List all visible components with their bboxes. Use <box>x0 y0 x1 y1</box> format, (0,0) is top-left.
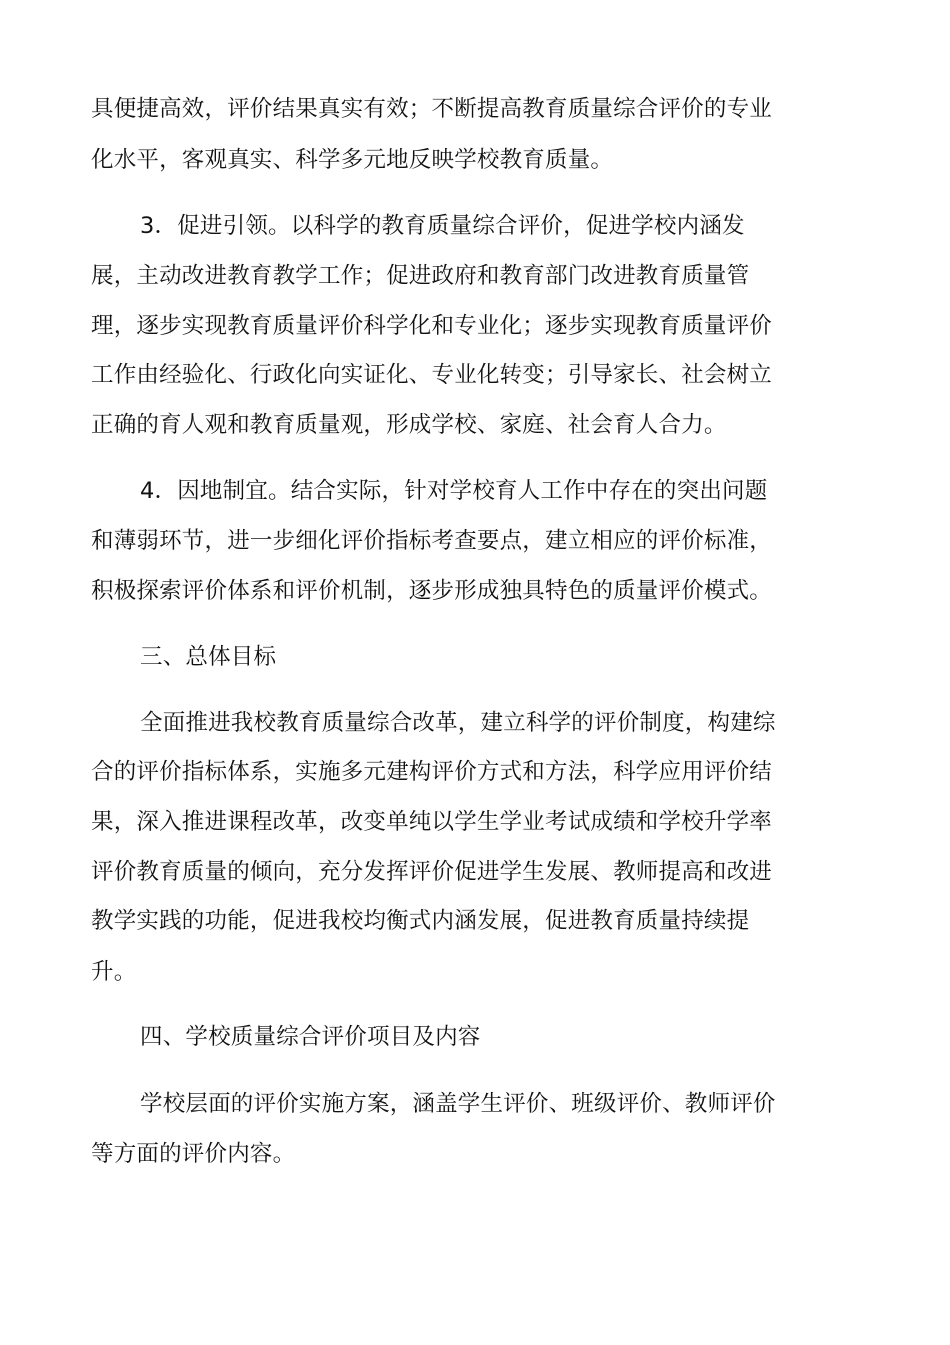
section-heading: 三、总体目标 <box>140 644 277 670</box>
text-line: 等方面的评价内容。 <box>91 1141 296 1167</box>
text-line: 具便捷高效，评价结果真实有效；不断提高教育质量综合评价的专业 <box>91 96 773 122</box>
text-line: 合的评价指标体系，实施多元建构评价方式和方法，科学应用评价结 <box>91 759 773 785</box>
text-line: 果，深入推进课程改革，改变单纯以学生学业考试成绩和学校升学率 <box>91 809 773 835</box>
text-line: 升。 <box>91 959 137 985</box>
text-line: 评价教育质量的倾向，充分发挥评价促进学生发展、教师提高和改进 <box>91 859 773 885</box>
text-line: 理，逐步实现教育质量评价科学化和专业化；逐步实现教育质量评价 <box>91 313 773 339</box>
text-line: 全面推进我校教育质量综合改革，建立科学的评价制度，构建综 <box>140 710 776 736</box>
text-line: 教学实践的功能，促进我校均衡式内涵发展，促进教育质量持续提 <box>91 908 750 934</box>
text-line: 正确的育人观和教育质量观，形成学校、家庭、社会育人合力。 <box>91 412 727 438</box>
text-line: 展，主动改进教育教学工作；促进政府和教育部门改进教育质量管 <box>91 263 750 289</box>
text-line: 积极探索评价体系和评价机制，逐步形成独具特色的质量评价模式。 <box>91 578 773 604</box>
text-line: 化水平，客观真实、科学多元地反映学校教育质量。 <box>91 147 614 173</box>
text-line: 4．因地制宜。结合实际，针对学校育人工作中存在的突出问题 <box>140 478 768 504</box>
text-line: 工作由经验化、行政化向实证化、专业化转变；引导家长、社会树立 <box>91 362 773 388</box>
text-line: 和薄弱环节，进一步细化评价指标考查要点，建立相应的评价标准， <box>91 528 773 554</box>
text-line: 学校层面的评价实施方案，涵盖学生评价、班级评价、教师评价 <box>140 1091 776 1117</box>
text-line: 3．促进引领。以科学的教育质量综合评价，促进学校内涵发 <box>140 213 745 239</box>
section-heading: 四、学校质量综合评价项目及内容 <box>140 1024 481 1050</box>
